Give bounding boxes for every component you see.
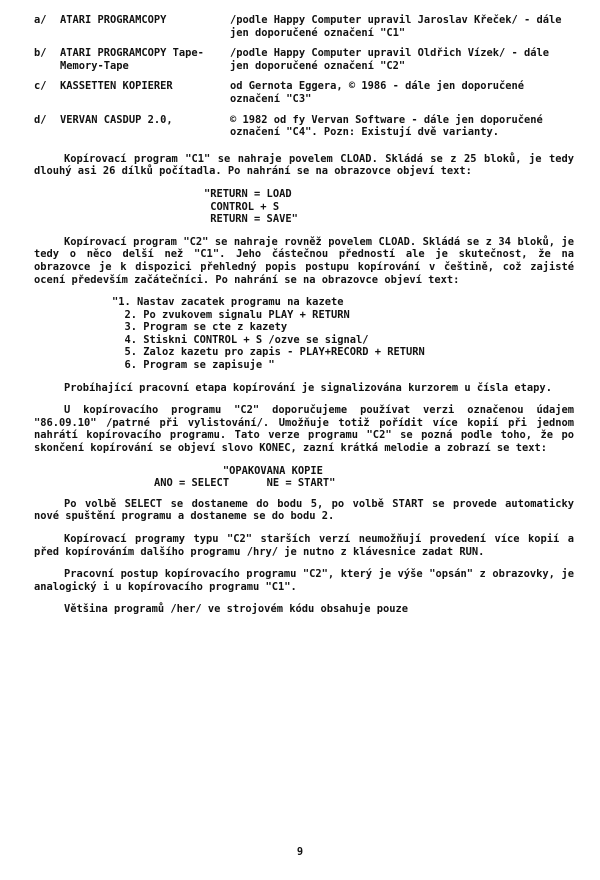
entry-letter: b/ [34, 47, 47, 60]
screen-line: "1. Nastav zacatek programu na kazete [112, 296, 344, 309]
entry-a [34, 14, 574, 39]
paragraph-version: U kopírovacího programu "C2" doporučujeme používat verzi označenou údajem "86.09.10" /patrné při vylistování/. Umožňuje totiž pořídit více kopií při jednom nahrátí kopírovacího programu. Tato verze programu "C2" se pozná podle toho, že po skončení kopírování se objeví slovo KONEC, zazní krátká melodie a zobrazí se text: [34, 404, 574, 455]
paragraph-select-start: Po volbě SELECT se dostaneme do bodu 5, po volbě START se provede automaticky nové spuštění programu a dostaneme se do bodu 2. [34, 497, 574, 523]
entry-letter: a/ [34, 14, 47, 26]
paragraph-analogy: Pracovní postup kopírovacího programu "C2", který je výše "opsán" z obrazovky, je analogický i u kopírovacího programu "C1". [34, 568, 574, 593]
paragraph-machine-code: Většina programů /her/ ve strojovém kódu obsahuje pouze [64, 603, 409, 616]
screen-text-repeat [154, 465, 574, 490]
screen-text-c1 [204, 188, 574, 226]
paragraph-c2-intro: Kopírovací program "C2" se nahraje rovněž povelem CLOAD. Skládá se z 34 bloků, je tedy o něco delší než "C1". Jeho částečnou předností ale je skutečnost, že na obrazovce je k dispozici přehledný popis postupu kopírování v češtině, což zajisté ocení především začátečníci. Po nahrání se na obrazovce objeví text: [34, 235, 574, 286]
entry-d [34, 114, 574, 139]
entry-letter: c/ [34, 80, 47, 93]
screen-line: CONTROL + S [204, 200, 280, 213]
screen-text-c2 [112, 296, 574, 372]
screen-line: "OPAKOVANA KOPIE [154, 464, 323, 477]
entry-c [34, 80, 574, 105]
entry-letter: d/ [34, 113, 47, 126]
entry-name: KASSETTEN KOPIERER [60, 80, 173, 93]
entry-name: ATARI PROGRAMCOPY Tape-Memory-Tape [60, 47, 204, 72]
screen-line: RETURN = SAVE" [204, 213, 298, 226]
entry-name: VERVAN CASDUP 2.0, [60, 113, 173, 126]
page-number: 9 [296, 846, 304, 858]
screen-line: 6. Program se zapisuje " [112, 359, 275, 372]
paragraph-c1-intro: Kopírovací program "C1" se nahraje povelem CLOAD. Skládá se z 25 bloků, je tedy dlouhý asi 26 dílků počítadla. Po nahrání se na obrazovce objeví text: [34, 152, 574, 178]
entry-name: ATARI PROGRAMCOPY [60, 14, 167, 26]
screen-line: 5. Zaloz kazetu pro zapis - PLAY+RECORD + RETURN [112, 346, 425, 359]
entry-desc: /podle Happy Computer upravil Jaroslav Křeček/ - dále jen doporučené označení "C1" [230, 14, 562, 39]
screen-line: "RETURN = LOAD [204, 187, 292, 200]
document-page [34, 14, 574, 626]
entry-desc: od Gernota Eggera, © 1986 - dále jen doporučené označení "C3" [230, 80, 525, 105]
screen-line: ANO = SELECT NE = START" [154, 477, 336, 490]
screen-line: 4. Stiskni CONTROL + S /ozve se signal/ [112, 333, 369, 346]
entry-desc: /podle Happy Computer upravil Oldřich Vízek/ - dále jen doporučené označení "C2" [230, 47, 550, 72]
entry-b [34, 47, 574, 72]
entry-desc: © 1982 od fy Vervan Software - dále jen doporučené označení "C4". Pozn: Existují dvě varianty. [230, 113, 543, 139]
screen-line: 3. Program se cte z kazety [112, 321, 288, 334]
paragraph-progress: Probíhající pracovní etapa kopírování je signalizována kurzorem u čísla etapy. [64, 381, 552, 394]
screen-line: 2. Po zvukovem signalu PLAY + RETURN [112, 308, 350, 321]
paragraph-older-versions: Kopírovací programy typu "C2" starších verzí neumožňují provedení více kopií a před kopírováním dalšího programu /hry/ je nutno z klávesnice zadat RUN. [34, 533, 574, 558]
